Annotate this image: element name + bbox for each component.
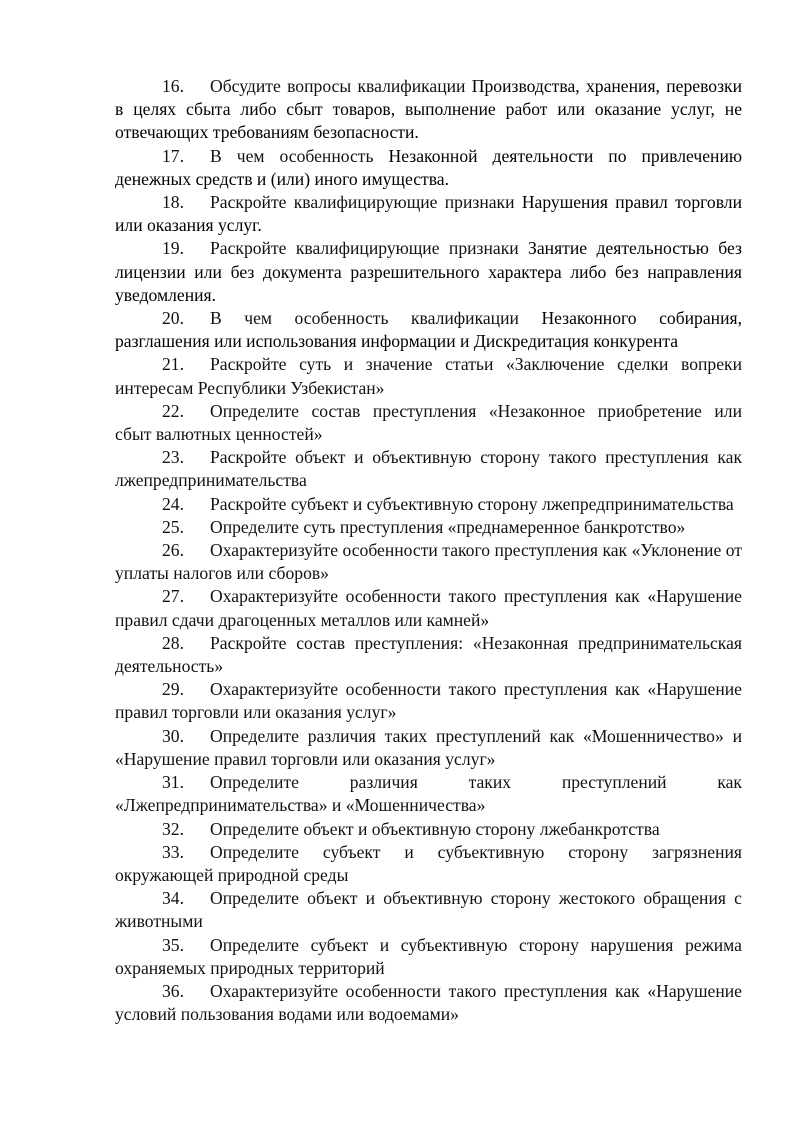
- question-number: 29.: [162, 679, 184, 700]
- question-number: 33.: [162, 841, 184, 862]
- question-item: [115, 841, 742, 887]
- question-item: [115, 771, 742, 817]
- question-text: Определите состав преступления «Незаконное приобретение или сбыт валютных ценностей»: [115, 400, 742, 445]
- question-item: [115, 725, 742, 771]
- question-text: Раскройте объект и объективную сторону такого преступления как лжепредпринимательства: [115, 447, 742, 491]
- question-text: Определите объект и объективную сторону жестокого обращения с животными: [115, 888, 742, 932]
- question-text: Определите суть преступления «преднамеренное банкротство»: [210, 516, 686, 537]
- question-subject: Незаконной деятельности по привлечению денежных средств и (или) иного имущества.: [115, 145, 742, 189]
- question-text: Раскройте состав преступления: «Незаконная предпринимательская деятельность»: [115, 632, 742, 677]
- question-text: Определите объект и объективную сторону лжебанкротства: [210, 818, 660, 839]
- question-list: [115, 75, 742, 1026]
- question-number: 19.: [162, 238, 184, 259]
- question-number: 21.: [162, 354, 184, 375]
- question-text: Охарактеризуйте особенности такого преступления как «Уклонение от уплаты налогов или сборов»: [115, 540, 742, 584]
- question-text: Охарактеризуйте особенности такого преступления как «Нарушение правил сдачи драгоценных металлов или камней»: [115, 586, 742, 630]
- question-item: [115, 887, 742, 933]
- question-item: [115, 307, 742, 353]
- question-number: 32.: [162, 818, 184, 839]
- question-number: 16.: [162, 76, 184, 96]
- question-item: [115, 980, 742, 1026]
- question-number: 18.: [162, 192, 184, 213]
- question-text: Раскройте субъект и субъективную сторону лжепредпринимательства: [210, 493, 734, 514]
- question-number: 36.: [162, 980, 184, 1001]
- question-text: Охарактеризуйте особенности такого преступления как «Нарушение условий пользования водами или водоемами»: [115, 980, 742, 1025]
- question-text: Определите различия таких преступлений как «Лжепредпринимательства» и «Мошенничества»: [115, 772, 742, 816]
- question-item: [115, 75, 742, 145]
- question-text: Определите различия таких преступлений как «Мошенничество» и «Нарушение правил торговли или оказания услуг»: [115, 725, 742, 769]
- question-subject: Незаконного собирания, разглашения или использования информации и Дискредитация конкурента: [115, 308, 742, 352]
- question-text: Определите субъект и субъективную сторону нарушения режима охраняемых природных территорий: [115, 934, 742, 978]
- question-item: [115, 934, 742, 980]
- question-item: [115, 585, 742, 631]
- question-item: [115, 145, 742, 191]
- question-number: 31.: [162, 772, 184, 793]
- question-item: [115, 678, 742, 724]
- question-text: Раскройте квалифицирующие признаки: [210, 192, 522, 213]
- question-item: [115, 400, 742, 446]
- question-number: 20.: [162, 308, 184, 329]
- question-number: 22.: [162, 400, 184, 421]
- question-number: 34.: [162, 888, 184, 909]
- question-item: [115, 539, 742, 585]
- question-number: 27.: [162, 586, 184, 607]
- question-text: Раскройте квалифицирующие признаки: [210, 238, 529, 259]
- question-text: В чем особенность: [210, 145, 389, 166]
- question-text: В чем особенность квалификации: [210, 308, 542, 329]
- question-number: 17.: [162, 145, 184, 166]
- question-text: Обсудите вопросы квалификации: [210, 76, 472, 96]
- question-text: Раскройте суть и значение статьи «Заключение сделки вопреки интересам Республики Узбекистан»: [115, 354, 742, 398]
- question-text: Определите субъект и субъективную сторону загрязнения окружающей природной среды: [115, 841, 742, 885]
- question-item: [115, 237, 742, 307]
- question-number: 28.: [162, 632, 184, 653]
- question-item: [115, 191, 742, 237]
- question-number: 23.: [162, 447, 184, 468]
- question-item: [115, 818, 742, 841]
- question-number: 35.: [162, 934, 184, 955]
- question-number: 24.: [162, 493, 184, 514]
- question-subject: Нарушения правил торговли или оказания услуг.: [115, 192, 743, 236]
- question-number: 30.: [162, 725, 184, 746]
- document-page: [115, 75, 742, 1026]
- question-item: [115, 632, 742, 678]
- question-item: [115, 516, 742, 539]
- question-item: [115, 493, 742, 516]
- question-number: 25.: [162, 516, 184, 537]
- question-subject: Производства, хранения, перевозки в целях сбыта либо сбыт товаров, выполнение работ или оказание услуг, не отвечающих требованиям безопасности.: [115, 76, 742, 143]
- question-item: [115, 446, 742, 492]
- question-text: Охарактеризуйте особенности такого преступления как «Нарушение правил торговли или оказания услуг»: [115, 679, 742, 723]
- question-item: [115, 353, 742, 399]
- question-subject: Занятие деятельностью без лицензии или без документа разрешительного характера либо без направления уведомления.: [115, 238, 742, 305]
- question-number: 26.: [162, 540, 184, 561]
